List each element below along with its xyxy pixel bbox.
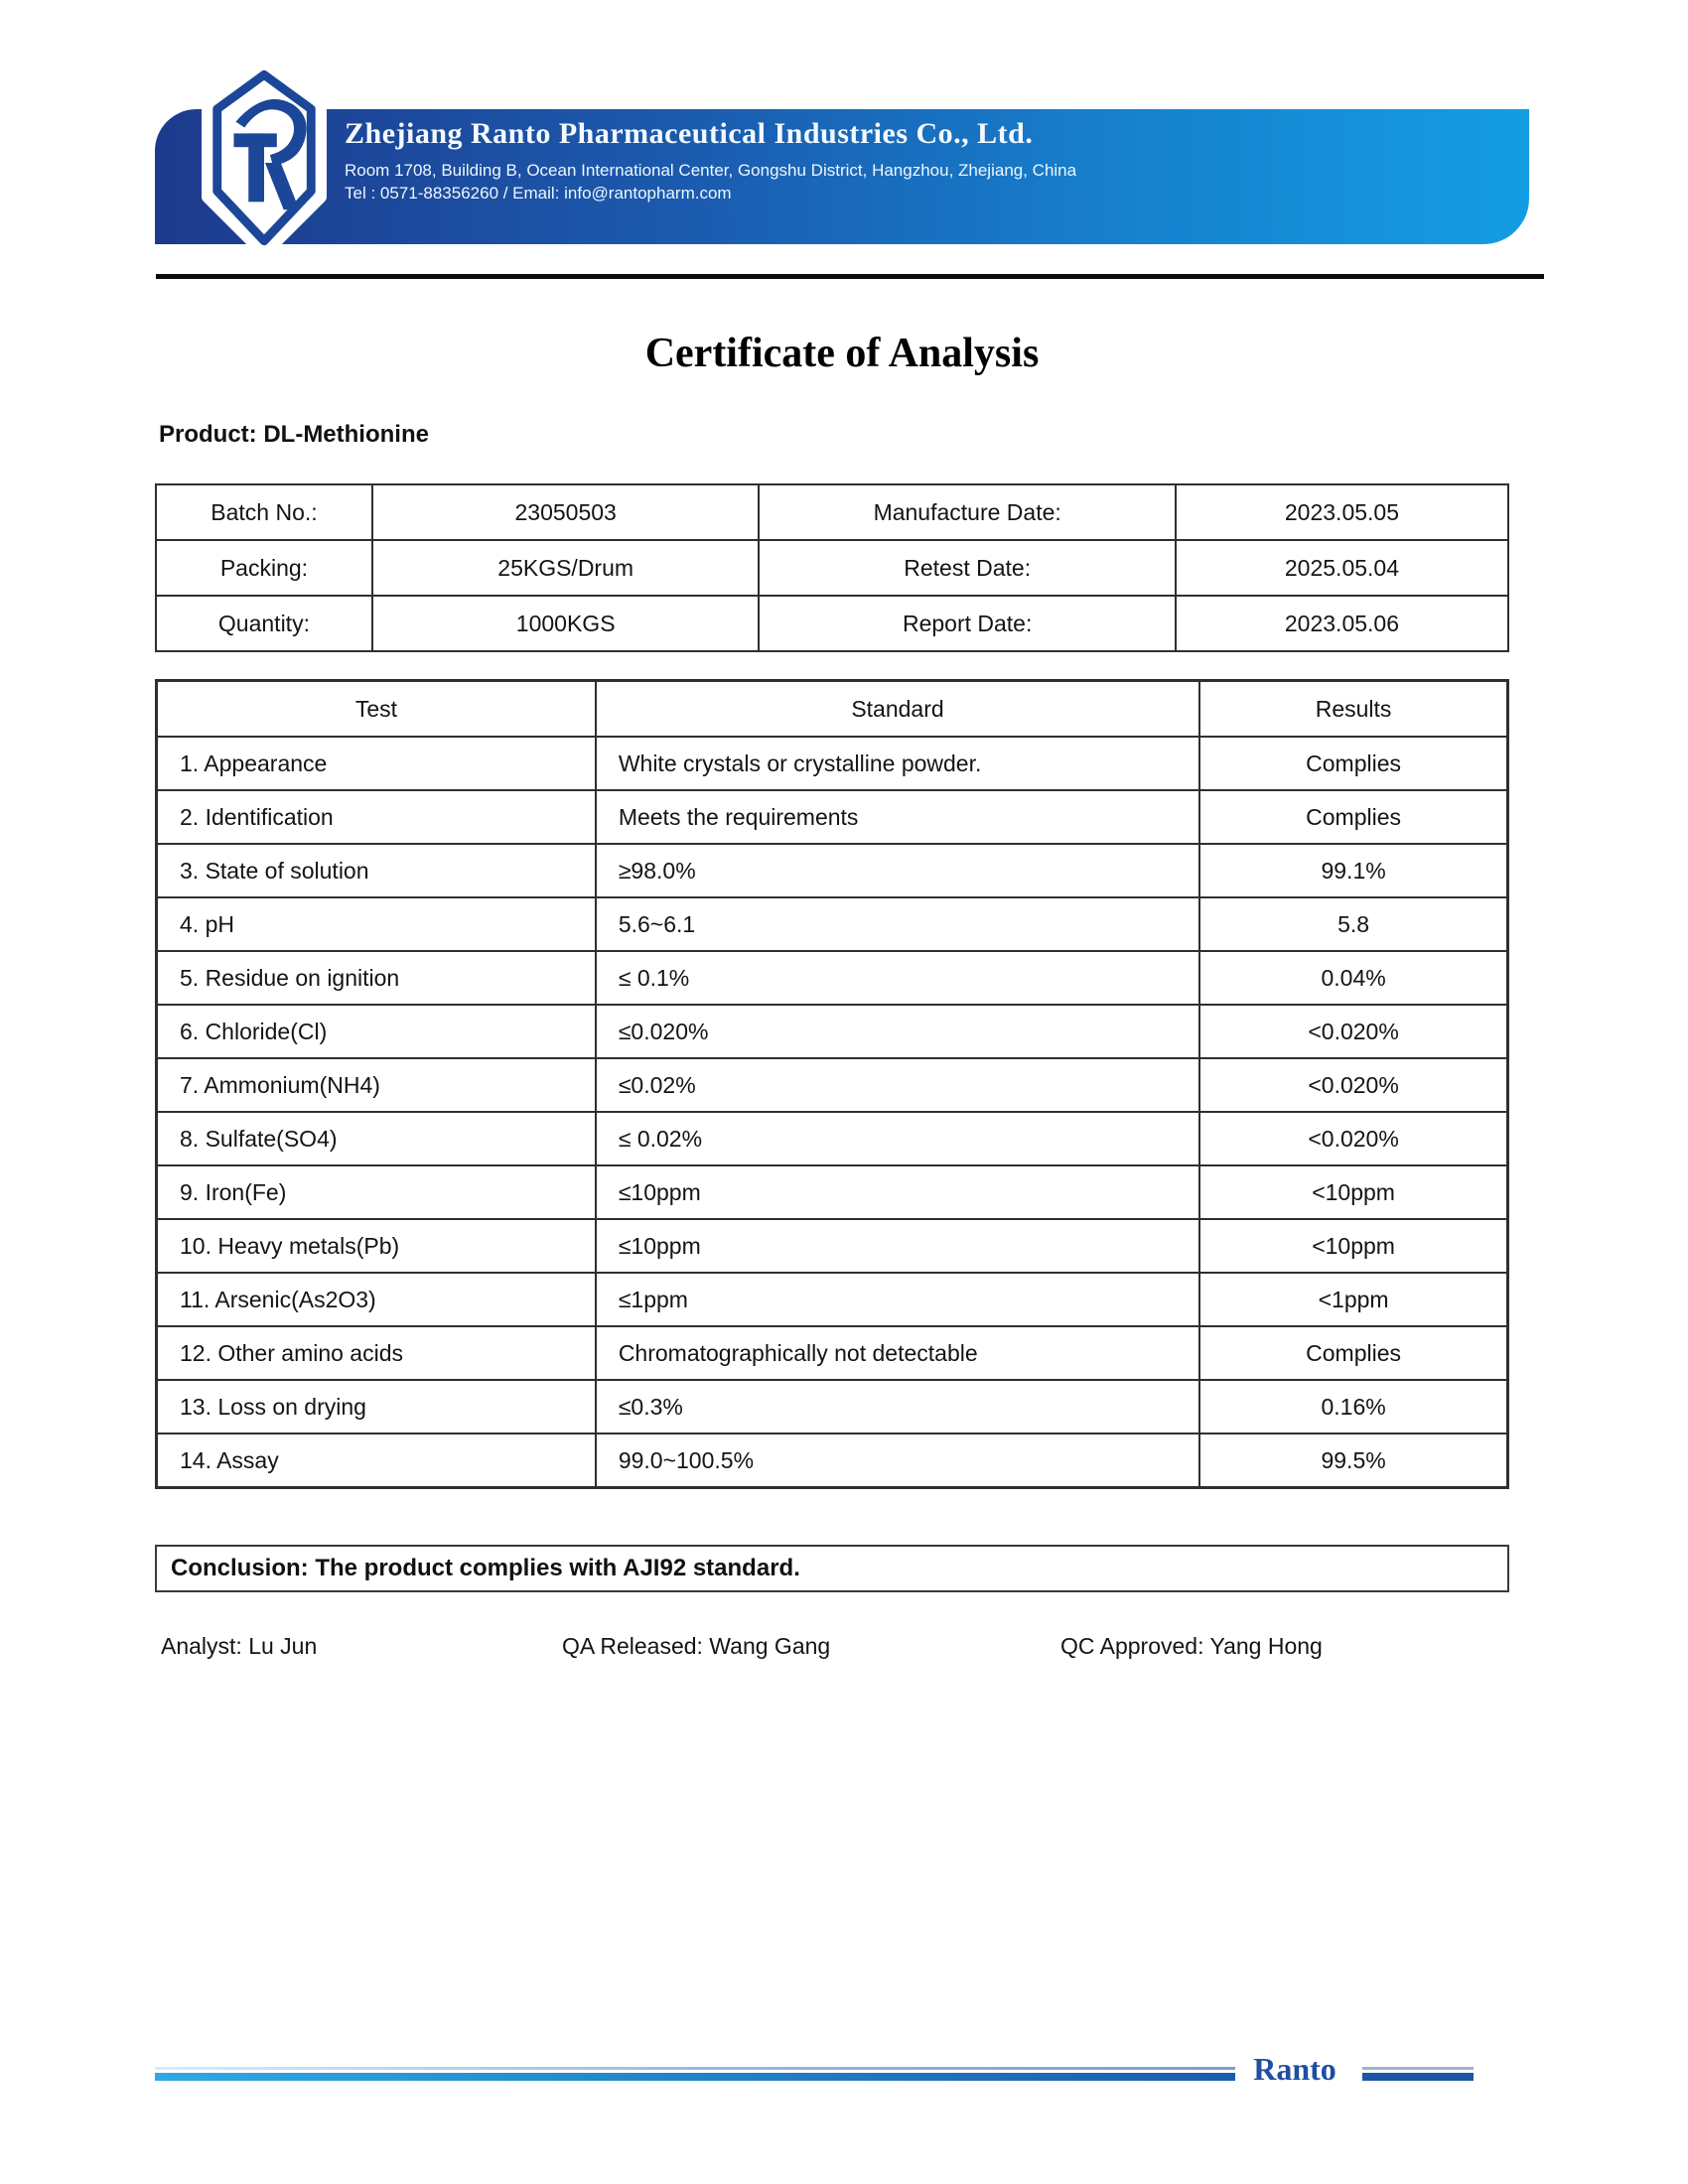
signature-row: [155, 1633, 1509, 1663]
test-standard-cell: 99.0~100.5%: [596, 1433, 1199, 1488]
info-value-cell: 25KGS/Drum: [372, 540, 760, 596]
footer-line-left: [155, 2067, 1235, 2081]
info-label-cell: Retest Date:: [759, 540, 1175, 596]
test-name-cell: 7. Ammonium(NH4): [157, 1058, 596, 1112]
test-standard-cell: White crystals or crystalline powder.: [596, 737, 1199, 790]
test-result-cell: Complies: [1199, 1326, 1507, 1380]
test-standard-cell: ≤ 0.02%: [596, 1112, 1199, 1165]
info-table-row: [156, 484, 1508, 540]
test-table-header-results: Results: [1199, 681, 1507, 738]
info-value-cell: 2023.05.05: [1176, 484, 1508, 540]
test-result-cell: <10ppm: [1199, 1165, 1507, 1219]
test-name-cell: 6. Chloride(Cl): [157, 1005, 596, 1058]
test-name-cell: 5. Residue on ignition: [157, 951, 596, 1005]
company-address: Room 1708, Building B, Ocean International Center, Gongshu District, Hangzhou, Zhejiang, China: [345, 161, 1077, 180]
test-table-header-row: [157, 681, 1508, 738]
test-name-cell: 11. Arsenic(As2O3): [157, 1273, 596, 1326]
info-value-cell: 1000KGS: [372, 596, 760, 651]
test-result-cell: <0.020%: [1199, 1112, 1507, 1165]
test-standard-cell: ≥98.0%: [596, 844, 1199, 897]
test-standard-cell: ≤1ppm: [596, 1273, 1199, 1326]
info-label-cell: Quantity:: [156, 596, 372, 651]
test-result-cell: 99.1%: [1199, 844, 1507, 897]
info-table-row: [156, 596, 1508, 651]
product-label: Product: DL-Methionine: [159, 421, 429, 448]
test-table-row: [157, 1219, 1508, 1273]
info-value-cell: 23050503: [372, 484, 760, 540]
company-name: Zhejiang Ranto Pharmaceutical Industries Co., Ltd.: [345, 117, 1034, 150]
test-table-row: [157, 1058, 1508, 1112]
footer-brand: Ranto: [1253, 2051, 1336, 2087]
info-label-cell: Manufacture Date:: [759, 484, 1175, 540]
test-result-cell: Complies: [1199, 790, 1507, 844]
signature-qc-approved: QC Approved: Yang Hong: [1060, 1633, 1323, 1659]
test-standard-cell: ≤0.020%: [596, 1005, 1199, 1058]
test-table-row: [157, 1005, 1508, 1058]
test-name-cell: 9. Iron(Fe): [157, 1165, 596, 1219]
test-table-row: [157, 737, 1508, 790]
signature-analyst: Analyst: Lu Jun: [161, 1633, 318, 1659]
test-name-cell: 2. Identification: [157, 790, 596, 844]
test-table-row: [157, 790, 1508, 844]
info-label-cell: Report Date:: [759, 596, 1175, 651]
test-table-header-test: Test: [157, 681, 596, 738]
test-name-cell: 13. Loss on drying: [157, 1380, 596, 1433]
test-result-cell: 0.04%: [1199, 951, 1507, 1005]
test-result-cell: <1ppm: [1199, 1273, 1507, 1326]
test-table-row: [157, 897, 1508, 951]
info-label-cell: Packing:: [156, 540, 372, 596]
test-result-cell: <10ppm: [1199, 1219, 1507, 1273]
test-name-cell: 12. Other amino acids: [157, 1326, 596, 1380]
test-standard-cell: Meets the requirements: [596, 790, 1199, 844]
info-value-cell: 2025.05.04: [1176, 540, 1508, 596]
info-label-cell: Batch No.:: [156, 484, 372, 540]
test-name-cell: 3. State of solution: [157, 844, 596, 897]
test-table-row: [157, 1112, 1508, 1165]
company-logo-icon: [201, 60, 328, 258]
test-standard-cell: ≤0.02%: [596, 1058, 1199, 1112]
footer-line-right: [1362, 2067, 1474, 2081]
test-name-cell: 4. pH: [157, 897, 596, 951]
test-result-cell: Complies: [1199, 737, 1507, 790]
batch-info-table: [155, 483, 1509, 652]
test-standard-cell: ≤ 0.1%: [596, 951, 1199, 1005]
test-table-row: [157, 1273, 1508, 1326]
test-name-cell: 14. Assay: [157, 1433, 596, 1488]
test-standard-cell: Chromatographically not detectable: [596, 1326, 1199, 1380]
test-table-row: [157, 1433, 1508, 1488]
test-table-row: [157, 1380, 1508, 1433]
company-contact: Tel : 0571-88356260 / Email: info@rantopharm.com: [345, 184, 732, 203]
test-table-body: [157, 737, 1508, 1488]
conclusion-text: Conclusion: The product complies with AJI92 standard.: [171, 1555, 800, 1581]
test-results-table: [155, 679, 1509, 1489]
info-value-cell: 2023.05.06: [1176, 596, 1508, 651]
info-table-row: [156, 540, 1508, 596]
test-standard-cell: ≤10ppm: [596, 1165, 1199, 1219]
test-name-cell: 1. Appearance: [157, 737, 596, 790]
conclusion-box: [155, 1545, 1509, 1592]
signature-qa-released: QA Released: Wang Gang: [562, 1633, 831, 1659]
test-result-cell: <0.020%: [1199, 1058, 1507, 1112]
test-name-cell: 8. Sulfate(SO4): [157, 1112, 596, 1165]
test-result-cell: <0.020%: [1199, 1005, 1507, 1058]
test-table-header-standard: Standard: [596, 681, 1199, 738]
test-name-cell: 10. Heavy metals(Pb): [157, 1219, 596, 1273]
test-standard-cell: ≤0.3%: [596, 1380, 1199, 1433]
page-title: Certificate of Analysis: [644, 331, 1040, 376]
test-standard-cell: 5.6~6.1: [596, 897, 1199, 951]
test-table-row: [157, 1326, 1508, 1380]
test-result-cell: 5.8: [1199, 897, 1507, 951]
test-table-row: [157, 951, 1508, 1005]
test-table-row: [157, 1165, 1508, 1219]
test-standard-cell: ≤10ppm: [596, 1219, 1199, 1273]
test-result-cell: 99.5%: [1199, 1433, 1507, 1488]
info-table-body: [156, 484, 1508, 651]
test-result-cell: 0.16%: [1199, 1380, 1507, 1433]
header-text-block: [345, 117, 1076, 205]
test-table-row: [157, 844, 1508, 897]
header-divider: [156, 274, 1544, 279]
